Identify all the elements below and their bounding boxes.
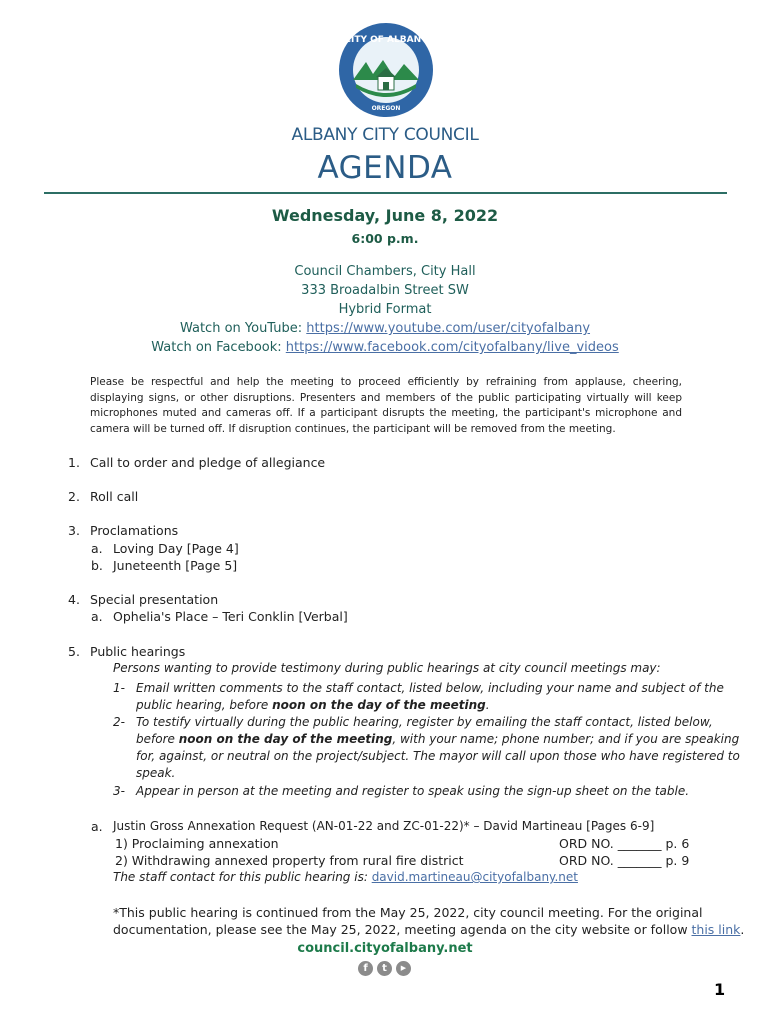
rule-2-line-d: speak. (136, 766, 176, 780)
facebook-line (0, 340, 770, 355)
item-4-number: 4. (68, 592, 80, 607)
item-4a-text: Ophelia's Place – Teri Conklin [Verbal] (113, 609, 348, 624)
item-3-text: Proclamations (90, 523, 179, 538)
rule-2-number: 2- (113, 715, 125, 729)
conduct-notice: Please be respectful and help the meeting to proceed efficiently by refraining from applause, cheering, displaying signs, or other disruptions. Presenters and members of the public participating virtually will keep microphones muted and cameras off. If a participant disrupts the meeting, the participant's microphone and camera will be turned off. If disruption continues, the participant will be removed from the meeting. (90, 376, 682, 435)
meeting-date: Wednesday, June 8, 2022 (271, 206, 499, 225)
page-number: 1 (714, 980, 726, 999)
hearing-a-1-ord: ORD NO. _______ p. 6 (559, 836, 690, 851)
item-3-number: 3. (68, 523, 80, 538)
hearing-a-letter: a. (91, 819, 103, 834)
hearing-a-1: 1) Proclaiming annexation (115, 836, 279, 851)
meeting-location: Council Chambers, City Hall (294, 264, 476, 279)
continuation-note-line-1: *This public hearing is continued from the May 25, 2022, city council meeting. For the original (113, 905, 703, 920)
item-3a-letter: a. (91, 541, 103, 556)
item-4a-letter: a. (91, 609, 103, 624)
youtube-line (0, 321, 770, 336)
item-1-number: 1. (68, 455, 80, 470)
hearing-a-2: 2) Withdrawing annexed property from rural fire district (115, 853, 464, 868)
testimony-intro: Persons wanting to provide testimony during public hearings at city council meetings may: (113, 661, 661, 675)
svg-text:OREGON: OREGON (371, 105, 401, 112)
rule-1-line-a: Email written comments to the staff contact, listed below, including your name and subject of the (136, 681, 724, 695)
rule-2-line-c: for, against, or neutral on the project/subject. The mayor will call upon those who have registered to (136, 749, 740, 763)
rule-3-text: Appear in person at the meeting and register to speak using the sign-up sheet on the table. (136, 784, 690, 798)
meeting-time: 6:00 p.m. (351, 231, 419, 246)
staff-contact-email[interactable]: david.martineau@cityofalbany.net (371, 870, 578, 884)
facebook-label: Watch on Facebook: (151, 340, 286, 355)
header-divider (44, 192, 727, 194)
youtube-link[interactable]: https://www.youtube.com/user/cityofalbany (306, 321, 591, 336)
svg-text:CITY OF ALBANY: CITY OF ALBANY (344, 35, 428, 45)
page-title: AGENDA (317, 150, 453, 186)
continuation-note-line-2: documentation, please see the May 25, 2022, meeting agenda on the city website or follow this link. (113, 922, 745, 937)
footer-website-link[interactable]: council.cityofalbany.net (297, 941, 473, 956)
staff-contact-line: The staff contact for this public hearing is: david.martineau@cityofalbany.net (113, 870, 578, 884)
item-5-number: 5. (68, 644, 80, 659)
item-4-text: Special presentation (90, 592, 219, 607)
item-1-text: Call to order and pledge of allegiance (90, 455, 326, 470)
meeting-address: 333 Broadalbin Street SW (301, 283, 469, 298)
rule-2-line-b: before noon on the day of the meeting, with your name; phone number; and if you are speaking (136, 732, 740, 746)
meeting-format: Hybrid Format (338, 302, 432, 317)
item-5-text: Public hearings (90, 644, 186, 659)
rule-1-line-b: public hearing, before noon on the day of the meeting. (136, 698, 490, 712)
item-3b-text: Juneteenth [Page 5] (113, 558, 238, 573)
hearing-a-title: Justin Gross Annexation Request (AN-01-22 and ZC-01-22)* – David Martineau [Pages 6-9] (113, 819, 655, 833)
twitter-icon[interactable]: t (377, 961, 392, 976)
item-3a-text: Loving Day [Page 4] (113, 541, 239, 556)
council-name: ALBANY CITY COUNCIL (291, 125, 479, 145)
city-seal-logo (338, 22, 434, 118)
hearing-a-2-ord: ORD NO. _______ p. 9 (559, 853, 690, 868)
item-2-number: 2. (68, 489, 80, 504)
facebook-icon[interactable]: f (358, 961, 373, 976)
rule-2-line-a: To testify virtually during the public hearing, register by emailing the staff contact, listed below, (136, 715, 713, 729)
facebook-link[interactable]: https://www.facebook.com/cityofalbany/live_videos (285, 340, 619, 355)
rule-1-number: 1- (113, 681, 125, 695)
youtube-icon[interactable]: ▶ (396, 961, 411, 976)
item-2-text: Roll call (90, 489, 139, 504)
rule-3-number: 3- (113, 784, 125, 798)
item-3b-letter: b. (91, 558, 103, 573)
youtube-label: Watch on YouTube: (179, 321, 307, 336)
original-documentation-link[interactable]: this link (691, 922, 741, 937)
